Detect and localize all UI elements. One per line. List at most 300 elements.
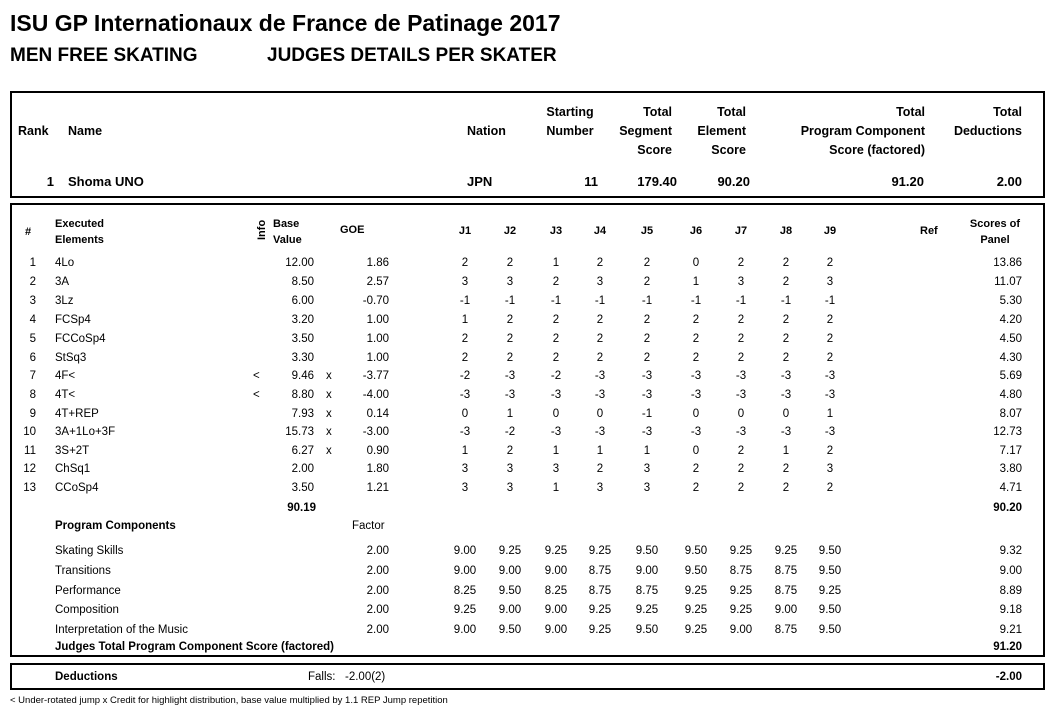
- element-panel-score: 5.30: [999, 295, 1022, 307]
- judge-score: 0: [596, 408, 604, 420]
- element-goe: 1.00: [366, 352, 389, 364]
- judge-score: 0: [692, 408, 700, 420]
- element-code: 4F<: [55, 370, 76, 382]
- judge-score: 3: [461, 463, 469, 475]
- element-panel-score: 4.20: [999, 314, 1022, 326]
- judge-score: 1: [552, 482, 560, 494]
- judge-score: 2: [552, 314, 560, 326]
- element-code: 4T<: [55, 389, 76, 401]
- judge-component-score: 9.50: [498, 624, 522, 636]
- element-number: 1: [29, 257, 36, 269]
- num-header: #: [25, 226, 32, 238]
- pcs-total: 91.20: [993, 641, 1022, 653]
- skater-tss: 179.40: [637, 174, 677, 189]
- judge-score: -3: [594, 426, 606, 438]
- element-base-value: 8.50: [291, 276, 314, 288]
- element-code: 3S+2T: [55, 445, 90, 457]
- element-row: [0, 331, 1056, 349]
- judge-score: 0: [692, 445, 700, 457]
- judge-score: -3: [735, 389, 747, 401]
- component-name: Composition: [55, 604, 119, 616]
- element-panel-score: 4.80: [999, 389, 1022, 401]
- judge-component-score: 9.50: [635, 624, 659, 636]
- judge-score: -3: [550, 426, 562, 438]
- judge-score: -1: [824, 295, 836, 307]
- judge-score: 3: [506, 276, 514, 288]
- element-row: [0, 312, 1056, 330]
- judge-score: 2: [643, 276, 651, 288]
- judge-score: 3: [461, 482, 469, 494]
- judge-score: 2: [737, 352, 745, 364]
- judge-score: -3: [594, 389, 606, 401]
- judge-score: -3: [504, 370, 516, 382]
- judge-score: 0: [692, 257, 700, 269]
- judge-score: 2: [826, 314, 834, 326]
- element-panel-score: 4.30: [999, 352, 1022, 364]
- judge-score: 2: [782, 482, 790, 494]
- element-row: [0, 255, 1056, 273]
- judge-score: 2: [596, 463, 604, 475]
- judge-header-2: J2: [503, 225, 517, 237]
- judge-header-7: J7: [734, 225, 748, 237]
- element-bonus-flag: x: [326, 445, 332, 457]
- element-number: 4: [29, 314, 36, 326]
- judge-score: 2: [782, 314, 790, 326]
- element-row: [0, 293, 1056, 311]
- judge-score: 3: [737, 276, 745, 288]
- component-factor: 2.00: [366, 545, 389, 557]
- judge-score: 2: [737, 257, 745, 269]
- judge-score: 3: [506, 463, 514, 475]
- component-name: Transitions: [55, 565, 111, 577]
- judge-score: 2: [552, 276, 560, 288]
- judge-component-score: 9.25: [729, 585, 753, 597]
- element-code: 3A: [55, 276, 70, 288]
- judge-score: 2: [782, 257, 790, 269]
- element-code: CCoSp4: [55, 482, 99, 494]
- judge-score: 3: [826, 463, 834, 475]
- judge-score: -3: [550, 389, 562, 401]
- judge-score: 2: [737, 463, 745, 475]
- judge-component-score: 9.25: [588, 604, 612, 616]
- judge-component-score: 9.00: [498, 565, 522, 577]
- element-base-value: 6.00: [291, 295, 314, 307]
- component-panel-score: 9.21: [999, 624, 1022, 636]
- judge-score: -3: [780, 389, 792, 401]
- starting-number-header: Starting Number: [546, 105, 594, 138]
- element-number: 13: [23, 482, 36, 494]
- pcs-total-label: Judges Total Program Component Score (factored): [55, 641, 335, 653]
- info-header: Info: [256, 219, 268, 240]
- judge-component-score: 8.75: [774, 624, 798, 636]
- judge-score: 2: [826, 333, 834, 345]
- element-base-value: 6.27: [291, 445, 314, 457]
- element-row: [0, 406, 1056, 424]
- judge-score: -3: [780, 370, 792, 382]
- element-panel-score: 4.71: [999, 482, 1022, 494]
- judge-score: 1: [826, 408, 834, 420]
- judge-header-5: J5: [640, 225, 654, 237]
- judge-score: -3: [641, 389, 653, 401]
- component-panel-score: 9.18: [999, 604, 1022, 616]
- skater-starting-number: 11: [584, 174, 598, 189]
- element-goe: 1.86: [366, 257, 389, 269]
- element-goe: -3.00: [362, 426, 389, 438]
- judge-score: 2: [596, 333, 604, 345]
- element-row: [0, 350, 1056, 368]
- judge-score: -3: [641, 426, 653, 438]
- element-row: [0, 443, 1056, 461]
- element-goe: -0.70: [362, 295, 389, 307]
- judge-component-score: 9.00: [544, 604, 568, 616]
- judge-component-score: 9.50: [818, 565, 842, 577]
- judge-component-score: 8.25: [453, 585, 477, 597]
- element-goe: 2.57: [366, 276, 389, 288]
- name-header: Name: [68, 124, 103, 138]
- judge-score: 2: [461, 257, 469, 269]
- element-base-value: 3.50: [291, 333, 314, 345]
- component-factor: 2.00: [366, 624, 389, 636]
- component-factor: 2.00: [366, 604, 389, 616]
- page-title: ISU GP Internationaux de France de Patinage 2017: [10, 10, 561, 36]
- judge-score: 2: [596, 314, 604, 326]
- judge-score: -1: [641, 408, 653, 420]
- judge-score: -3: [780, 426, 792, 438]
- element-panel-score: 3.80: [999, 463, 1022, 475]
- judge-score: -3: [824, 370, 836, 382]
- judge-component-score: 9.00: [729, 624, 753, 636]
- element-goe: 1.00: [366, 333, 389, 345]
- judge-component-score: 8.75: [774, 585, 798, 597]
- falls-value: -2.00(2): [345, 671, 386, 683]
- judge-score: 2: [552, 333, 560, 345]
- judge-score: 2: [692, 352, 700, 364]
- deductions-total: -2.00: [995, 671, 1022, 683]
- skater-tes: 90.20: [717, 174, 750, 189]
- judge-score: 2: [826, 445, 834, 457]
- judge-score: -1: [504, 295, 516, 307]
- judge-component-score: 9.00: [544, 624, 568, 636]
- judge-component-score: 8.75: [588, 565, 612, 577]
- judge-component-score: 9.50: [818, 604, 842, 616]
- judge-score: 0: [552, 408, 560, 420]
- judge-score: -3: [459, 426, 471, 438]
- judge-score: 3: [596, 482, 604, 494]
- judge-score: 2: [737, 314, 745, 326]
- element-code: 3Lz: [55, 295, 74, 307]
- element-goe: 1.21: [366, 482, 389, 494]
- element-code: FCCoSp4: [55, 333, 106, 345]
- judge-score: -3: [504, 389, 516, 401]
- judge-component-score: 9.00: [453, 565, 477, 577]
- falls-label: Falls:: [308, 671, 336, 683]
- element-panel-score: 11.07: [994, 276, 1022, 288]
- judge-component-score: 9.50: [635, 545, 659, 557]
- judge-component-score: 9.50: [818, 624, 842, 636]
- skater-name: Shoma UNO: [68, 174, 144, 189]
- executed-elements-header: Executed Elements: [55, 218, 104, 246]
- judge-score: 2: [737, 482, 745, 494]
- judge-component-score: 9.25: [588, 545, 612, 557]
- element-row: [0, 274, 1056, 292]
- judge-score: 3: [643, 463, 651, 475]
- judge-score: 3: [461, 276, 469, 288]
- judge-score: 0: [461, 408, 469, 420]
- element-goe: -3.77: [362, 370, 389, 382]
- judge-score: 2: [782, 463, 790, 475]
- element-number: 10: [23, 426, 36, 438]
- element-panel-score: 4.50: [999, 333, 1022, 345]
- judge-component-score: 9.25: [729, 604, 753, 616]
- judge-score: -3: [459, 389, 471, 401]
- judge-score: 1: [552, 445, 560, 457]
- component-panel-score: 9.00: [999, 565, 1022, 577]
- judge-score: 2: [596, 257, 604, 269]
- element-number: 11: [24, 445, 36, 457]
- judge-score: -1: [690, 295, 702, 307]
- judge-score: -3: [735, 370, 747, 382]
- judge-component-score: 9.25: [498, 545, 522, 557]
- element-code: StSq3: [55, 352, 87, 364]
- element-number: 9: [29, 408, 36, 420]
- element-goe: 0.90: [366, 445, 389, 457]
- tss-header: Total Segment Score: [619, 105, 672, 157]
- judge-score: -3: [824, 426, 836, 438]
- judge-score: 2: [506, 352, 514, 364]
- judge-score: 2: [506, 333, 514, 345]
- judge-score: 3: [826, 276, 834, 288]
- judge-score: -3: [690, 370, 702, 382]
- element-bonus-flag: x: [326, 370, 332, 382]
- judge-component-score: 9.50: [818, 545, 842, 557]
- judge-component-score: 8.25: [544, 585, 568, 597]
- judge-score: 3: [506, 482, 514, 494]
- judge-score: -2: [459, 370, 471, 382]
- judge-score: 1: [782, 445, 790, 457]
- judge-score: 1: [552, 257, 560, 269]
- ref-header: Ref: [920, 225, 938, 237]
- judge-component-score: 9.50: [684, 545, 708, 557]
- judge-score: 2: [643, 314, 651, 326]
- element-panel-score: 7.17: [999, 445, 1022, 457]
- judge-header-6: J6: [689, 225, 703, 237]
- judge-score: 2: [737, 445, 745, 457]
- component-row: [0, 622, 1056, 640]
- element-goe: 1.00: [366, 314, 389, 326]
- judge-component-score: 8.75: [635, 585, 659, 597]
- element-base-value: 12.00: [285, 257, 314, 269]
- judge-component-score: 9.00: [544, 565, 568, 577]
- judge-component-score: 9.25: [684, 585, 708, 597]
- judge-score: 3: [552, 463, 560, 475]
- report-title: JUDGES DETAILS PER SKATER: [267, 45, 557, 66]
- judge-score: 2: [782, 276, 790, 288]
- element-base-value: 2.00: [291, 463, 314, 475]
- judge-score: 2: [643, 333, 651, 345]
- judge-score: 2: [826, 352, 834, 364]
- component-factor: 2.00: [366, 585, 389, 597]
- element-bonus-flag: x: [326, 408, 332, 420]
- judge-header-3: J3: [549, 225, 563, 237]
- element-bonus-flag: x: [326, 389, 332, 401]
- judge-score: 2: [737, 333, 745, 345]
- judge-component-score: 9.00: [453, 545, 477, 557]
- judge-score: 0: [737, 408, 745, 420]
- judge-score: 2: [643, 352, 651, 364]
- judge-score: -1: [780, 295, 792, 307]
- judge-score: 2: [782, 352, 790, 364]
- element-panel-score: 13.86: [993, 257, 1022, 269]
- judge-score: -3: [690, 389, 702, 401]
- judge-component-score: 8.75: [729, 565, 753, 577]
- judge-score: -1: [459, 295, 471, 307]
- judge-score: 2: [506, 257, 514, 269]
- component-name: Performance: [55, 585, 121, 597]
- judge-score: 1: [692, 276, 700, 288]
- judge-component-score: 8.75: [774, 565, 798, 577]
- element-info: <: [253, 370, 260, 382]
- component-row: [0, 602, 1056, 620]
- judge-component-score: 9.00: [498, 604, 522, 616]
- component-panel-score: 9.32: [999, 545, 1022, 557]
- judge-score: 2: [643, 257, 651, 269]
- element-number: 7: [29, 370, 36, 382]
- element-code: 3A+1Lo+3F: [55, 426, 116, 438]
- element-base-value: 3.30: [291, 352, 314, 364]
- nation-header: Nation: [467, 124, 506, 138]
- skater-nation: JPN: [467, 174, 493, 189]
- event-category: MEN FREE SKATING: [10, 45, 198, 66]
- tes-header: Total Element Score: [697, 105, 746, 157]
- judge-score: -1: [641, 295, 653, 307]
- elements-score-total: 90.20: [993, 502, 1022, 514]
- judge-component-score: 8.75: [588, 585, 612, 597]
- element-row: [0, 480, 1056, 498]
- component-row: [0, 543, 1056, 561]
- judge-score: 0: [782, 408, 790, 420]
- scores-of-panel-header: Scores of Panel: [969, 218, 1021, 246]
- element-base-value: 7.93: [291, 408, 314, 420]
- judge-component-score: 9.50: [684, 565, 708, 577]
- judge-component-score: 9.00: [774, 604, 798, 616]
- deductions-header: Total Deductions: [953, 105, 1022, 138]
- judge-header-8: J8: [779, 225, 793, 237]
- element-number: 5: [29, 333, 36, 345]
- deductions-label: Deductions: [55, 671, 118, 683]
- judge-score: -3: [735, 426, 747, 438]
- element-info: <: [253, 389, 260, 401]
- judge-score: -1: [594, 295, 606, 307]
- element-goe: 1.80: [366, 463, 389, 475]
- element-code: 4T+REP: [55, 408, 99, 420]
- deductions-box: [10, 663, 1045, 690]
- element-number: 12: [23, 463, 36, 475]
- element-goe: 0.14: [366, 408, 389, 420]
- judge-component-score: 9.50: [498, 585, 522, 597]
- skater-pcs: 91.20: [891, 174, 924, 189]
- judge-score: 2: [692, 463, 700, 475]
- judge-score: 2: [826, 482, 834, 494]
- judge-component-score: 9.25: [774, 545, 798, 557]
- element-code: 4Lo: [55, 257, 75, 269]
- judge-score: 1: [506, 408, 514, 420]
- judge-score: 1: [461, 314, 469, 326]
- judge-component-score: 9.25: [684, 604, 708, 616]
- element-row: [0, 368, 1056, 386]
- component-factor: 2.00: [366, 565, 389, 577]
- judge-score: 2: [692, 314, 700, 326]
- judge-score: 2: [461, 333, 469, 345]
- judge-score: 2: [461, 352, 469, 364]
- judge-component-score: 9.25: [818, 585, 842, 597]
- judge-score: 3: [596, 276, 604, 288]
- judge-score: 2: [552, 352, 560, 364]
- component-row: [0, 583, 1056, 601]
- element-code: ChSq1: [55, 463, 91, 475]
- judge-header-1: J1: [458, 225, 472, 237]
- pcs-header: Total Program Component Score (factored): [800, 105, 925, 157]
- judge-score: 2: [506, 314, 514, 326]
- component-name: Interpretation of the Music: [55, 624, 188, 636]
- judge-score: -3: [690, 426, 702, 438]
- judge-component-score: 9.25: [635, 604, 659, 616]
- judge-component-score: 9.25: [588, 624, 612, 636]
- element-base-value: 8.80: [291, 389, 314, 401]
- judge-score: 2: [692, 482, 700, 494]
- judge-score: -3: [594, 370, 606, 382]
- judge-score: 3: [643, 482, 651, 494]
- judge-header-4: J4: [593, 225, 607, 237]
- element-goe: -4.00: [362, 389, 389, 401]
- element-base-value: 9.46: [291, 370, 314, 382]
- element-panel-score: 8.07: [999, 408, 1022, 420]
- element-panel-score: 5.69: [999, 370, 1022, 382]
- element-number: 8: [29, 389, 36, 401]
- element-base-value: 3.20: [291, 314, 314, 326]
- judge-component-score: 9.25: [684, 624, 708, 636]
- base-value-header: Base Value: [273, 218, 302, 246]
- judge-score: 2: [692, 333, 700, 345]
- judge-component-score: 9.00: [453, 624, 477, 636]
- judge-score: -3: [641, 370, 653, 382]
- judge-score: 1: [596, 445, 604, 457]
- element-number: 6: [29, 352, 36, 364]
- component-name: Skating Skills: [55, 545, 124, 557]
- element-panel-score: 12.73: [993, 426, 1022, 438]
- judge-score: -2: [550, 370, 562, 382]
- factor-header: Factor: [352, 520, 385, 532]
- judge-score: 1: [643, 445, 651, 457]
- program-components-header: Program Components: [55, 520, 176, 532]
- judge-score: -1: [735, 295, 747, 307]
- judge-header-9: J9: [823, 225, 837, 237]
- judge-score: 2: [782, 333, 790, 345]
- element-code: FCSp4: [55, 314, 91, 326]
- skater-rank: 1: [46, 174, 54, 189]
- judge-score: 1: [461, 445, 469, 457]
- element-row: [0, 387, 1056, 405]
- judge-component-score: 9.25: [544, 545, 568, 557]
- element-number: 2: [29, 276, 36, 288]
- element-bonus-flag: x: [326, 426, 332, 438]
- element-base-value: 3.50: [291, 482, 314, 494]
- skater-deductions: 2.00: [996, 174, 1022, 189]
- component-panel-score: 8.89: [999, 585, 1022, 597]
- judge-score: 2: [596, 352, 604, 364]
- base-value-total: 90.19: [287, 502, 316, 514]
- judge-component-score: 9.25: [729, 545, 753, 557]
- judge-component-score: 9.00: [635, 565, 659, 577]
